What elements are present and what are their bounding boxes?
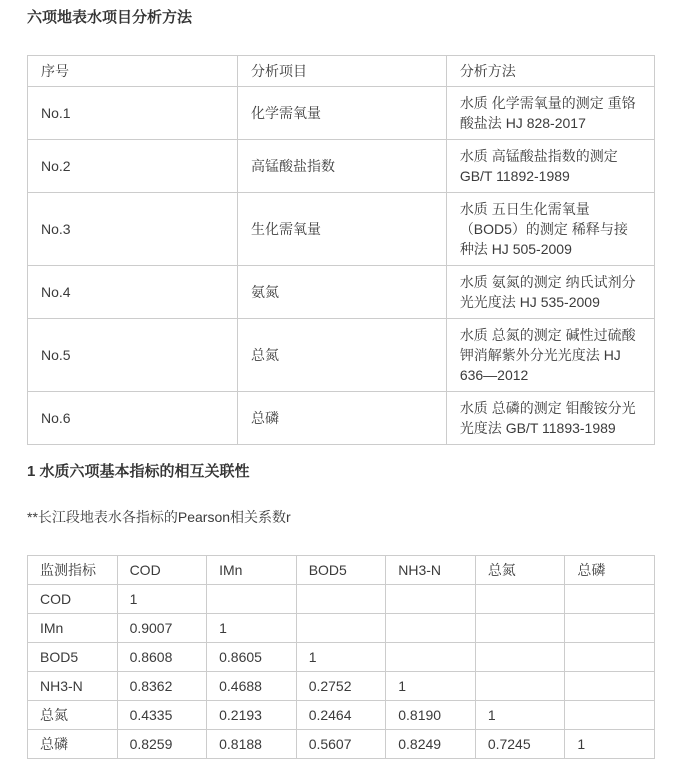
column-header: COD [117,556,207,585]
table-cell: No.6 [28,392,238,445]
column-header: 序号 [28,56,238,87]
correlation-table [27,555,655,759]
table-row [28,266,655,319]
table-cell: COD [28,585,118,614]
table-cell [475,643,565,672]
table-cell: 1 [386,672,476,701]
table-cell [565,585,655,614]
table-cell: No.4 [28,266,238,319]
table-cell: IMn [28,614,118,643]
table-cell: 生化需氧量 [238,193,447,266]
table-cell [296,585,386,614]
column-header: 总氮 [475,556,565,585]
table-row [28,87,655,140]
correlation-table-caption: **长江段地表水各指标的Pearson相关系数r [27,509,291,525]
table-cell: 总磷 [28,730,118,759]
table-cell: 水质 化学需氧量的测定 重铬酸盐法 HJ 828-2017 [446,87,654,140]
table-row [28,730,655,759]
table-cell: 0.8259 [117,730,207,759]
table-cell: 0.4688 [207,672,297,701]
correlation-table-header-row [28,556,655,585]
column-header: 分析项目 [238,56,447,87]
table-row [28,193,655,266]
table-cell: 1 [475,701,565,730]
table-cell [207,585,297,614]
column-header: IMn [207,556,297,585]
table-cell: 化学需氧量 [238,87,447,140]
table-cell [386,614,476,643]
table-row [28,701,655,730]
table-cell: 总氮 [238,319,447,392]
column-header: BOD5 [296,556,386,585]
table-cell [565,672,655,701]
column-header: 监测指标 [28,556,118,585]
table-cell: 0.2464 [296,701,386,730]
table-cell: 总磷 [238,392,447,445]
table-row [28,585,655,614]
table-cell: 水质 总氮的测定 碱性过硫酸钾消解紫外分光光度法 HJ 636—2012 [446,319,654,392]
methods-table-header-row [28,56,655,87]
table-cell: 0.8188 [207,730,297,759]
table-cell [475,672,565,701]
table-row [28,643,655,672]
table-cell: 0.4335 [117,701,207,730]
table-cell: 0.8362 [117,672,207,701]
table-cell [565,701,655,730]
table-row [28,319,655,392]
table-cell [565,643,655,672]
table-cell: 0.8608 [117,643,207,672]
table-cell: 0.2752 [296,672,386,701]
table-cell: 0.7245 [475,730,565,759]
table-cell [475,585,565,614]
table-cell: 总氮 [28,701,118,730]
table-row [28,140,655,193]
table-cell [565,614,655,643]
table-cell: NH3-N [28,672,118,701]
table-cell: 0.8605 [207,643,297,672]
table-row [28,392,655,445]
table-cell: 1 [296,643,386,672]
table-cell: 1 [117,585,207,614]
table-cell: No.1 [28,87,238,140]
table-cell: 水质 高锰酸盐指数的测定 GB/T 11892-1989 [446,140,654,193]
table-cell [475,614,565,643]
table-cell [296,614,386,643]
table-cell: 氨氮 [238,266,447,319]
section-heading: 1 水质六项基本指标的相互关联性 [27,463,250,480]
document-title: 六项地表水项目分析方法 [27,9,193,26]
table-cell [386,643,476,672]
table-row [28,672,655,701]
methods-table-body [28,87,655,445]
correlation-table-body [28,585,655,759]
table-cell: 0.5607 [296,730,386,759]
table-row [28,614,655,643]
table-cell: No.2 [28,140,238,193]
table-cell: 1 [207,614,297,643]
table-cell: No.3 [28,193,238,266]
table-cell: 水质 氨氮的测定 纳氏试剂分光光度法 HJ 535-2009 [446,266,654,319]
column-header: 总磷 [565,556,655,585]
table-cell [386,585,476,614]
table-cell: BOD5 [28,643,118,672]
table-cell: 1 [565,730,655,759]
table-cell: 水质 总磷的测定 钼酸铵分光光度法 GB/T 11893-1989 [446,392,654,445]
table-cell: 0.2193 [207,701,297,730]
table-cell: 0.9007 [117,614,207,643]
table-cell: 0.8249 [386,730,476,759]
table-cell: 0.8190 [386,701,476,730]
table-cell: 水质 五日生化需氧量（BOD5）的测定 稀释与接种法 HJ 505-2009 [446,193,654,266]
table-cell: No.5 [28,319,238,392]
column-header: NH3-N [386,556,476,585]
column-header: 分析方法 [446,56,654,87]
methods-table [27,55,655,445]
table-cell: 高锰酸盐指数 [238,140,447,193]
